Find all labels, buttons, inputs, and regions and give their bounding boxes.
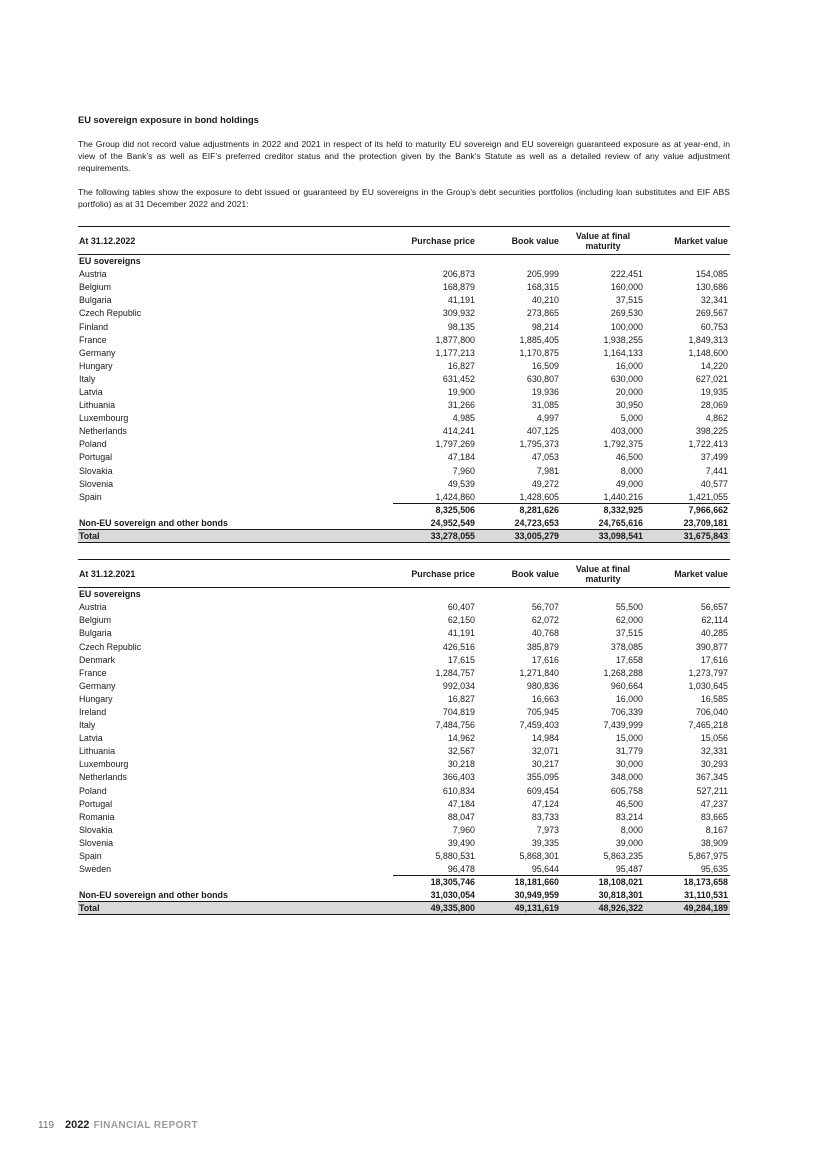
value-cell: 49,272 <box>531 478 559 489</box>
value-cell: 40,210 <box>531 295 559 306</box>
value-cell: 7,966,662 <box>688 505 728 516</box>
value-cell: 95,635 <box>645 863 730 876</box>
value-cell: 17,658 <box>615 654 643 665</box>
value-cell: 378,085 <box>610 641 643 652</box>
value-cell: 17,615 <box>447 654 475 665</box>
value-cell: 605,758 <box>610 785 643 796</box>
country-cell: Czech Republic <box>79 641 142 652</box>
value-cell: 7,439,999 <box>603 720 643 731</box>
value-cell: 7,973 <box>536 824 559 835</box>
value-cell: 704,819 <box>442 706 475 717</box>
country-cell: Italy <box>79 373 96 384</box>
column-header: Book value <box>477 227 561 255</box>
value-cell: 37,515 <box>615 628 643 639</box>
value-cell: 38,909 <box>700 837 728 848</box>
value-cell: 20,000 <box>615 387 643 397</box>
value-cell: 1,421,055 <box>645 490 730 503</box>
table-header-row <box>78 560 730 588</box>
value-cell: 37,499 <box>700 452 728 463</box>
value-cell: 309,932 <box>442 308 475 319</box>
value-cell: 630,807 <box>526 373 559 384</box>
value-cell: 46,500 <box>615 798 643 809</box>
table-row <box>78 307 730 320</box>
column-header: Value at final maturity <box>561 227 645 255</box>
value-cell: 1,030,645 <box>688 680 728 691</box>
value-cell: 8,332,925 <box>603 505 643 516</box>
value-cell: 1,722,413 <box>688 439 728 450</box>
country-cell: Austria <box>79 269 107 280</box>
value-cell: 19,900 <box>447 387 475 397</box>
value-cell: 18,181,660 <box>514 877 559 888</box>
value-cell: 385,879 <box>526 641 559 652</box>
value-cell: 16,585 <box>700 693 728 704</box>
value-cell: 1,424,860 <box>393 490 477 503</box>
section-label: EU sovereigns <box>79 256 141 267</box>
value-cell: 95,644 <box>477 863 561 876</box>
country-cell: Latvia <box>79 733 103 744</box>
column-header: Value at final maturity <box>561 560 645 588</box>
column-header: At 31.12.2022 <box>78 227 393 255</box>
table-row <box>78 438 730 451</box>
value-cell: 47,184 <box>447 452 475 463</box>
section-row <box>78 588 730 601</box>
page-number: 119 <box>38 1120 54 1131</box>
tables-intro-paragraph: The following tables show the exposure to debt issued or guaranteed by EU sovereigns in the Group’s debt securities portfolios (including loan substitutes and EIF ABS portfolio) as at 31 December 2022 and 2021: <box>78 186 730 209</box>
value-cell: 60,753 <box>700 321 728 332</box>
value-cell: 16,509 <box>531 360 559 371</box>
value-cell: 4,997 <box>536 413 559 424</box>
value-cell: 1,797,269 <box>435 439 475 450</box>
value-cell: 348,000 <box>610 772 643 783</box>
value-cell: 1,849,313 <box>688 334 728 345</box>
country-cell: Spain <box>79 851 102 861</box>
value-cell: 62,072 <box>531 615 559 626</box>
value-cell: 16,827 <box>447 693 475 704</box>
column-header: Purchase price <box>393 227 477 255</box>
page-content <box>78 115 730 915</box>
value-cell: 15,056 <box>700 733 728 744</box>
value-cell: 222,451 <box>610 269 643 280</box>
section-row <box>78 255 730 268</box>
value-cell: 40,768 <box>531 628 559 639</box>
value-cell: 403,000 <box>610 426 643 437</box>
country-cell: Netherlands <box>79 426 127 437</box>
value-cell: 14,220 <box>700 360 728 371</box>
value-cell: 40,577 <box>700 478 728 489</box>
value-cell: 16,663 <box>531 693 559 704</box>
total-row <box>78 529 730 542</box>
value-cell: 55,500 <box>615 602 643 613</box>
table-row <box>78 614 730 627</box>
value-cell: 31,266 <box>447 400 475 411</box>
row-label: Non-EU sovereign and other bonds <box>79 517 228 528</box>
value-cell: 7,465,218 <box>688 720 728 731</box>
value-cell: 30,950 <box>615 400 643 411</box>
value-cell: 706,339 <box>610 706 643 717</box>
table-row <box>78 666 730 679</box>
table-row <box>78 464 730 477</box>
value-cell: 30,293 <box>700 759 728 770</box>
value-cell: 83,214 <box>615 811 643 822</box>
value-cell: 14,962 <box>447 733 475 744</box>
value-cell: 31,779 <box>615 746 643 757</box>
subtotal-row <box>78 503 730 516</box>
value-cell: 15,000 <box>615 733 643 744</box>
value-cell: 46,500 <box>615 452 643 463</box>
column-header: Purchase price <box>393 560 477 588</box>
value-cell: 273,865 <box>526 308 559 319</box>
value-cell: 37,515 <box>615 295 643 306</box>
value-cell: 39,335 <box>531 837 559 848</box>
value-cell: 14,984 <box>531 733 559 744</box>
value-cell: 41,191 <box>447 628 475 639</box>
table-row <box>78 281 730 294</box>
value-cell: 19,935 <box>700 387 728 397</box>
value-cell: 17,616 <box>700 654 728 665</box>
section-label: EU sovereigns <box>79 589 141 600</box>
value-cell: 62,000 <box>615 615 643 626</box>
value-cell: 706,040 <box>695 706 728 717</box>
value-cell: 30,217 <box>531 759 559 770</box>
value-cell: 4,985 <box>452 413 475 424</box>
value-cell: 49,335,800 <box>393 902 477 915</box>
table-row <box>78 863 730 876</box>
value-cell: 7,960 <box>452 824 475 835</box>
value-cell: 8,167 <box>705 824 728 835</box>
value-cell: 168,879 <box>442 282 475 293</box>
table-row <box>78 732 730 745</box>
value-cell: 33,005,279 <box>477 529 561 542</box>
country-cell: Bulgaria <box>79 628 112 639</box>
value-cell: 398,225 <box>695 426 728 437</box>
value-cell: 39,490 <box>447 837 475 848</box>
value-cell: 18,305,746 <box>430 877 475 888</box>
table-row <box>78 425 730 438</box>
value-cell: 992,034 <box>442 680 475 691</box>
value-cell: 31,675,843 <box>645 529 730 542</box>
value-cell: 1,177,213 <box>435 347 475 358</box>
table-row <box>78 412 730 425</box>
value-cell: 98,214 <box>531 321 559 332</box>
value-cell: 1,440,216 <box>561 490 645 503</box>
country-cell: Belgium <box>79 615 112 626</box>
country-cell: Slovenia <box>79 478 114 489</box>
value-cell: 40,285 <box>700 628 728 639</box>
table-row <box>78 490 730 503</box>
table-row <box>78 268 730 281</box>
total-row <box>78 902 730 915</box>
value-cell: 610,834 <box>442 785 475 796</box>
value-cell: 269,567 <box>695 308 728 319</box>
table-row <box>78 758 730 771</box>
value-cell: 1,268,288 <box>603 667 643 678</box>
value-cell: 41,191 <box>447 295 475 306</box>
value-cell: 47,184 <box>447 798 475 809</box>
row-label: Total <box>78 529 393 542</box>
value-cell: 24,765,616 <box>598 517 643 528</box>
value-cell: 31,085 <box>531 400 559 411</box>
country-cell: Austria <box>79 602 107 613</box>
value-cell: 48,926,322 <box>561 902 645 915</box>
table-row <box>78 359 730 372</box>
table-row <box>78 784 730 797</box>
report-title: FINANCIAL REPORT <box>93 1120 198 1131</box>
value-cell: 130,686 <box>695 282 728 293</box>
value-cell: 56,657 <box>700 602 728 613</box>
value-cell: 30,218 <box>447 759 475 770</box>
table-row <box>78 372 730 385</box>
table-row <box>78 451 730 464</box>
country-cell: Belgium <box>79 282 112 293</box>
table-row <box>78 810 730 823</box>
value-cell: 33,098,541 <box>561 529 645 542</box>
value-cell: 414,241 <box>442 426 475 437</box>
value-cell: 269,530 <box>610 308 643 319</box>
value-cell: 62,114 <box>701 615 728 626</box>
non-eu-row <box>78 516 730 529</box>
value-cell: 23,709,181 <box>683 517 728 528</box>
value-cell: 4,862 <box>705 413 728 424</box>
value-cell: 1,271,840 <box>519 667 559 678</box>
column-header: Market value <box>645 227 730 255</box>
value-cell: 47,124 <box>531 798 559 809</box>
value-cell: 95,487 <box>561 863 645 876</box>
value-cell: 39,000 <box>615 837 643 848</box>
value-cell: 49,539 <box>447 478 475 489</box>
value-cell: 16,000 <box>615 360 643 371</box>
value-cell: 33,278,055 <box>393 529 477 542</box>
value-cell: 17,616 <box>531 654 559 665</box>
value-cell: 390,877 <box>695 641 728 652</box>
value-cell: 88,047 <box>447 811 475 822</box>
value-cell: 980,836 <box>526 680 559 691</box>
table-row <box>78 745 730 758</box>
country-cell: Portugal <box>79 798 113 809</box>
row-label: Total <box>78 902 393 915</box>
value-cell: 62,150 <box>447 615 475 626</box>
value-cell: 355,095 <box>526 772 559 783</box>
row-label <box>78 503 393 516</box>
country-cell: Luxembourg <box>79 413 129 424</box>
value-cell: 627,021 <box>695 373 728 384</box>
country-cell: Poland <box>79 785 107 796</box>
row-label: Non-EU sovereign and other bonds <box>79 890 228 901</box>
value-cell: 96,478 <box>393 863 477 876</box>
value-cell: 7,484,756 <box>435 720 475 731</box>
table-row <box>78 627 730 640</box>
country-cell: France <box>79 334 107 345</box>
value-cell: 5,867,975 <box>688 851 728 861</box>
value-cell: 1,885,405 <box>519 334 559 345</box>
value-cell: 1,792,375 <box>603 439 643 450</box>
country-cell: Poland <box>79 439 107 450</box>
value-cell: 630,000 <box>610 373 643 384</box>
value-cell: 1,284,757 <box>435 667 475 678</box>
value-cell: 47,237 <box>700 798 728 809</box>
value-cell: 8,000 <box>620 465 643 476</box>
value-cell: 8,325,506 <box>435 505 475 516</box>
table-row <box>78 836 730 849</box>
value-cell: 206,873 <box>442 269 475 280</box>
table-row <box>78 294 730 307</box>
value-cell: 24,723,653 <box>514 517 559 528</box>
value-cell: 28,069 <box>700 400 728 411</box>
value-cell: 5,000 <box>620 413 643 424</box>
value-cell: 16,000 <box>615 693 643 704</box>
table-row <box>78 346 730 359</box>
country-cell: Slovakia <box>79 465 113 476</box>
value-cell: 407,125 <box>526 426 559 437</box>
table-header-row <box>78 227 730 255</box>
exposure-tables <box>78 226 730 915</box>
value-cell: 18,173,658 <box>683 877 728 888</box>
value-cell: 47,053 <box>531 452 559 463</box>
value-cell: 31,110,531 <box>684 890 728 901</box>
value-cell: 527,211 <box>696 785 728 796</box>
table-row <box>78 849 730 862</box>
value-cell: 7,960 <box>452 465 475 476</box>
value-cell: 609,454 <box>526 785 559 796</box>
table-row <box>78 679 730 692</box>
country-cell: Czech Republic <box>79 308 142 319</box>
table-row <box>78 653 730 666</box>
country-cell: Italy <box>79 720 96 731</box>
country-cell: Spain <box>79 491 102 502</box>
column-header: Book value <box>477 560 561 588</box>
country-cell: Hungary <box>79 360 113 371</box>
value-cell: 8,281,626 <box>519 505 559 516</box>
report-year: 2022 <box>64 1119 90 1131</box>
value-cell: 56,707 <box>531 602 559 613</box>
table-row <box>78 320 730 333</box>
column-header: Market value <box>645 560 730 588</box>
table-row <box>78 477 730 490</box>
table-row <box>78 399 730 412</box>
value-cell: 100,000 <box>610 321 643 332</box>
value-cell: 32,071 <box>531 746 559 757</box>
country-cell: Luxembourg <box>79 759 129 770</box>
table-row <box>78 797 730 810</box>
table-row <box>78 385 730 398</box>
exposure-table <box>78 226 730 543</box>
country-cell: Sweden <box>79 864 112 875</box>
value-cell: 7,981 <box>536 465 559 476</box>
value-cell: 49,000 <box>615 478 643 489</box>
value-cell: 1,795,373 <box>519 439 559 450</box>
value-cell: 60,407 <box>447 602 475 613</box>
value-cell: 1,164,133 <box>603 347 643 358</box>
value-cell: 205,999 <box>526 269 559 280</box>
country-cell: Ireland <box>79 706 107 717</box>
table-row <box>78 719 730 732</box>
country-cell: Netherlands <box>79 772 127 783</box>
value-cell: 426,516 <box>442 641 475 652</box>
country-cell: Germany <box>79 347 116 358</box>
table-row <box>78 771 730 784</box>
value-cell: 16,827 <box>447 360 475 371</box>
table-row <box>78 705 730 718</box>
row-label <box>78 876 393 889</box>
value-cell: 7,441 <box>705 465 728 476</box>
table-row <box>78 333 730 346</box>
value-cell: 31,030,054 <box>430 890 475 901</box>
country-cell: Portugal <box>79 452 113 463</box>
value-cell: 1,170,875 <box>519 347 559 358</box>
country-cell: France <box>79 667 107 678</box>
table-row <box>78 640 730 653</box>
country-cell: Finland <box>79 321 109 332</box>
value-cell: 154,085 <box>695 269 728 280</box>
value-cell: 18,108,021 <box>598 877 643 888</box>
country-cell: Slovenia <box>79 837 114 848</box>
value-cell: 160,000 <box>610 282 643 293</box>
subtotal-row <box>78 876 730 889</box>
country-cell: Hungary <box>79 693 113 704</box>
non-eu-row <box>78 889 730 902</box>
value-cell: 631,452 <box>442 373 475 384</box>
country-cell: Bulgaria <box>79 295 112 306</box>
country-cell: Romania <box>79 811 115 822</box>
value-cell: 168,315 <box>526 282 559 293</box>
table-row <box>78 823 730 836</box>
value-cell: 83,665 <box>700 811 728 822</box>
value-cell: 705,945 <box>526 706 559 717</box>
value-cell: 1,938,255 <box>603 334 643 345</box>
page-footer <box>38 1119 198 1131</box>
country-cell: Latvia <box>79 387 103 397</box>
value-cell: 366,403 <box>442 772 475 783</box>
exposure-table <box>78 559 730 915</box>
value-cell: 32,331 <box>700 746 728 757</box>
value-cell: 83,733 <box>531 811 559 822</box>
value-cell: 30,949,959 <box>514 890 559 901</box>
country-cell: Lithuania <box>79 746 116 757</box>
column-header: At 31.12.2021 <box>78 560 393 588</box>
value-cell: 49,131,619 <box>477 902 561 915</box>
value-cell: 32,567 <box>447 746 475 757</box>
value-cell: 98,135 <box>447 321 475 332</box>
value-cell: 1,148,600 <box>688 347 728 358</box>
value-cell: 30,818,301 <box>598 890 643 901</box>
value-cell: 1,428,605 <box>477 490 561 503</box>
value-cell: 49,284,189 <box>645 902 730 915</box>
table-row <box>78 601 730 614</box>
value-cell: 367,345 <box>695 772 728 783</box>
value-cell: 30,000 <box>615 759 643 770</box>
value-cell: 1,273,797 <box>688 667 728 678</box>
value-cell: 5,863,235 <box>603 851 643 861</box>
value-cell: 5,880,531 <box>435 851 475 861</box>
table-row <box>78 692 730 705</box>
country-cell: Germany <box>79 680 116 691</box>
value-cell: 32,341 <box>700 295 728 306</box>
value-cell: 1,877,800 <box>435 334 475 345</box>
value-cell: 8,000 <box>620 824 643 835</box>
value-cell: 5,868,301 <box>519 851 559 861</box>
value-cell: 24,952,549 <box>430 517 475 528</box>
country-cell: Lithuania <box>79 400 116 411</box>
country-cell: Denmark <box>79 654 116 665</box>
value-cell: 19,936 <box>531 387 559 397</box>
intro-paragraph: The Group did not record value adjustments in 2022 and 2021 in respect of its held to maturity EU sovereign and EU sovereign guaranteed exposure as at year-end, in view of the Bank’s as well as EIF’s preferred creditor status and the protection given by the Bank’s Statute as well as a detailed review of any value adjustment requirements. <box>78 139 730 174</box>
value-cell: 960,664 <box>610 680 643 691</box>
value-cell: 7,459,403 <box>519 720 559 731</box>
section-heading: EU sovereign exposure in bond holdings <box>78 115 259 125</box>
country-cell: Slovakia <box>79 824 113 835</box>
